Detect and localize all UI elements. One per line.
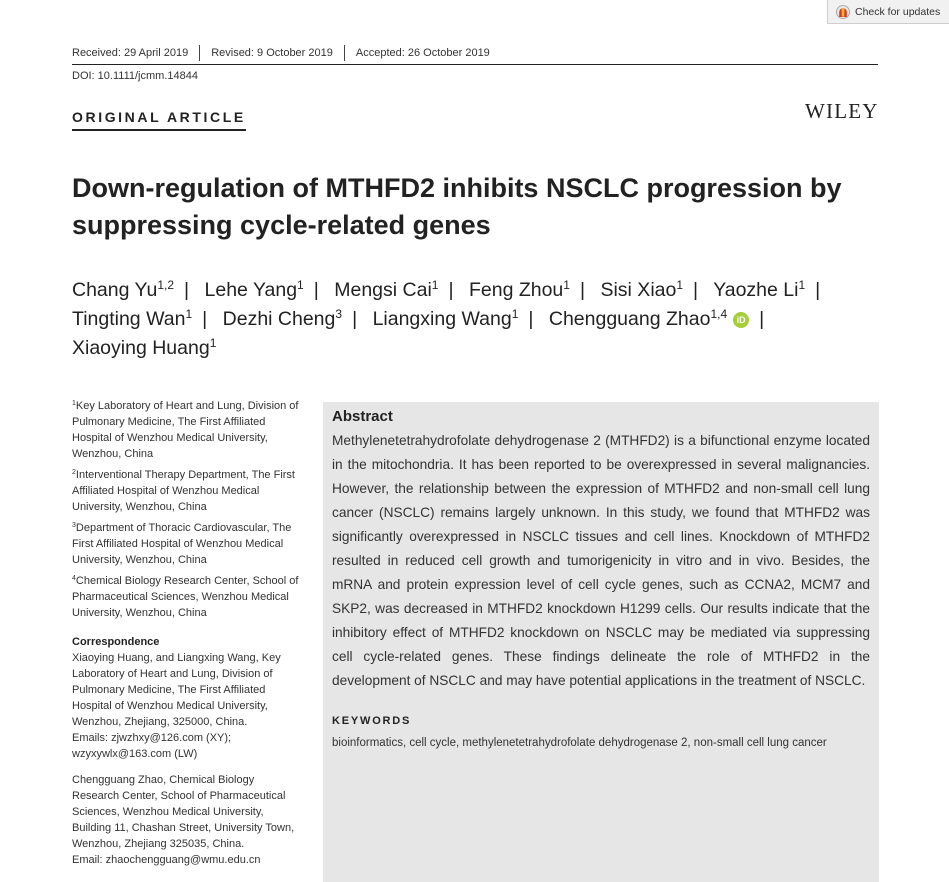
author[interactable]: Sisi Xiao$^1$ [600,278,684,301]
revised-date: Revised: 9 October 2019 [211,47,333,59]
author[interactable]: Mengsi Cai$^1$ [334,278,439,301]
date-divider [199,45,200,61]
article-title: Down-regulation of MTHFD2 inhibits NSCLC progression by suppressing cycle-related genes [72,173,842,240]
correspondence-block [72,772,304,868]
publisher-logo: WILEY [805,99,879,123]
author-separator: | [693,279,699,301]
author-separator: | [313,279,319,301]
author-list [72,276,862,363]
date-divider [344,45,345,61]
orcid-icon[interactable]: iD [733,312,749,328]
keywords-heading: KEYWORDS [332,715,412,727]
author[interactable]: Feng Zhou$^1$ [468,278,570,301]
author[interactable]: Dezhi Cheng$^3$ [222,307,343,330]
correspondence-block [72,650,304,762]
author[interactable]: Yaozhe Li$^1$ [713,278,806,301]
author[interactable]: Xiaoying Huang$^1$ [72,336,217,359]
correspondence-address: Xiaoying Huang, and Liangxing Wang, Key Laboratory of Heart and Lung, Division of Pulmonary Medicine, The First Affiliated Hospital of Wenzhou Medical University, Wenzhou, Zhejiang, 325000, China. [72,652,281,728]
correspondence-heading: Correspondence [72,636,160,648]
affiliation: $^3$Department of Thoracic Cardiovascular, The First Affiliated Hospital of Wenzhou Medical University, Wenzhou, China [72,522,292,566]
author-separator: | [759,308,765,330]
check-for-updates-button[interactable] [827,0,949,24]
doi[interactable]: DOI: 10.1111/jcmm.14844 [72,70,198,82]
correspondence-email[interactable]: wzyxywlx@163.com (LW) [72,748,198,760]
accepted-date: Accepted: 26 October 2019 [355,47,490,59]
received-date: Received: 29 April 2019 [72,47,189,59]
article-type: ORIGINAL ARTICLE [72,109,246,131]
abstract-box [323,402,879,882]
keywords-text: bioinformatics, cell cycle, methylenetetrahydrofolate dehydrogenase 2, non-small cell lung cancer [332,737,827,749]
crossmark-icon [836,5,850,19]
check-for-updates-label: Check for updates [855,5,941,18]
author-separator: | [202,308,208,330]
author-separator: | [528,308,534,330]
author[interactable]: Liangxing Wang$^1$ [372,307,519,330]
affiliation: $^2$Interventional Therapy Department, The First Affiliated Hospital of Wenzhou Medical University, Wenzhou, China [72,469,295,513]
correspondence-address: Chengguang Zhao, Chemical Biology Research Center, School of Pharmaceutical Sciences, Wenzhou Medical University, Building 11, Chashan Street, University Town, Wenzhou, Zhejiang 325035, China. [72,774,295,850]
correspondence-email[interactable]: Emails: zjwzhxy@126.com (XY); [72,732,232,744]
author-separator: | [352,308,358,330]
abstract-heading: Abstract [332,408,393,425]
article-dates [72,44,878,65]
author[interactable]: Lehe Yang$^1$ [204,278,304,301]
correspondence-email[interactable]: Email: zhaochengguang@wmu.edu.cn [72,854,261,866]
author[interactable]: Tingting Wan$^1$ [72,307,193,330]
author-separator: | [184,279,190,301]
author-separator: | [815,279,821,301]
affiliation: $^1$Key Laboratory of Heart and Lung, Division of Pulmonary Medicine, The First Affiliated Hospital of Wenzhou Medical University, Wenzhou, China [72,400,299,460]
author-separator: | [448,279,454,301]
author[interactable]: Chengguang Zhao$^{1,4}$ iD [549,308,749,330]
affiliation: $^4$Chemical Biology Research Center, School of Pharmaceutical Sciences, Wenzhou Medical University, Wenzhou, China [72,575,299,619]
affiliations-column [72,398,304,878]
author-separator: | [579,279,586,301]
abstract-text: Methylenetetrahydrofolate dehydrogenase 2 (MTHFD2) is a bifunctional enzyme located in the mitochondria. It has been reported to be overexpressed in several malignancies. However, the relationship between the expression of MTHFD2 and non-small cell lung cancer (NSCLC) remains largely unknown. In this study, we found that MTHFD2 was significantly overexpressed in NSCLC tissues and cell lines. Knockdown of MTHFD2 resulted in reduced cell growth and tumorigenicity in vitro and in vivo. Besides, the mRNA and protein expression level of cell cycle genes, such as CCNA2, MCM7 and SKP2, was decreased in MTHFD2 knockdown H1299 cells. Our results indicate that the inhibitory effect of MTHFD2 knockdown on NSCLC may be mediated via suppressing cell cycle-related genes. These findings delineate the role of MTHFD2 in the development of NSCLC and may have potential applications in the treatment of NSCLC. [332,433,870,688]
author[interactable]: Chang Yu$^{1,2}$ [72,278,174,301]
